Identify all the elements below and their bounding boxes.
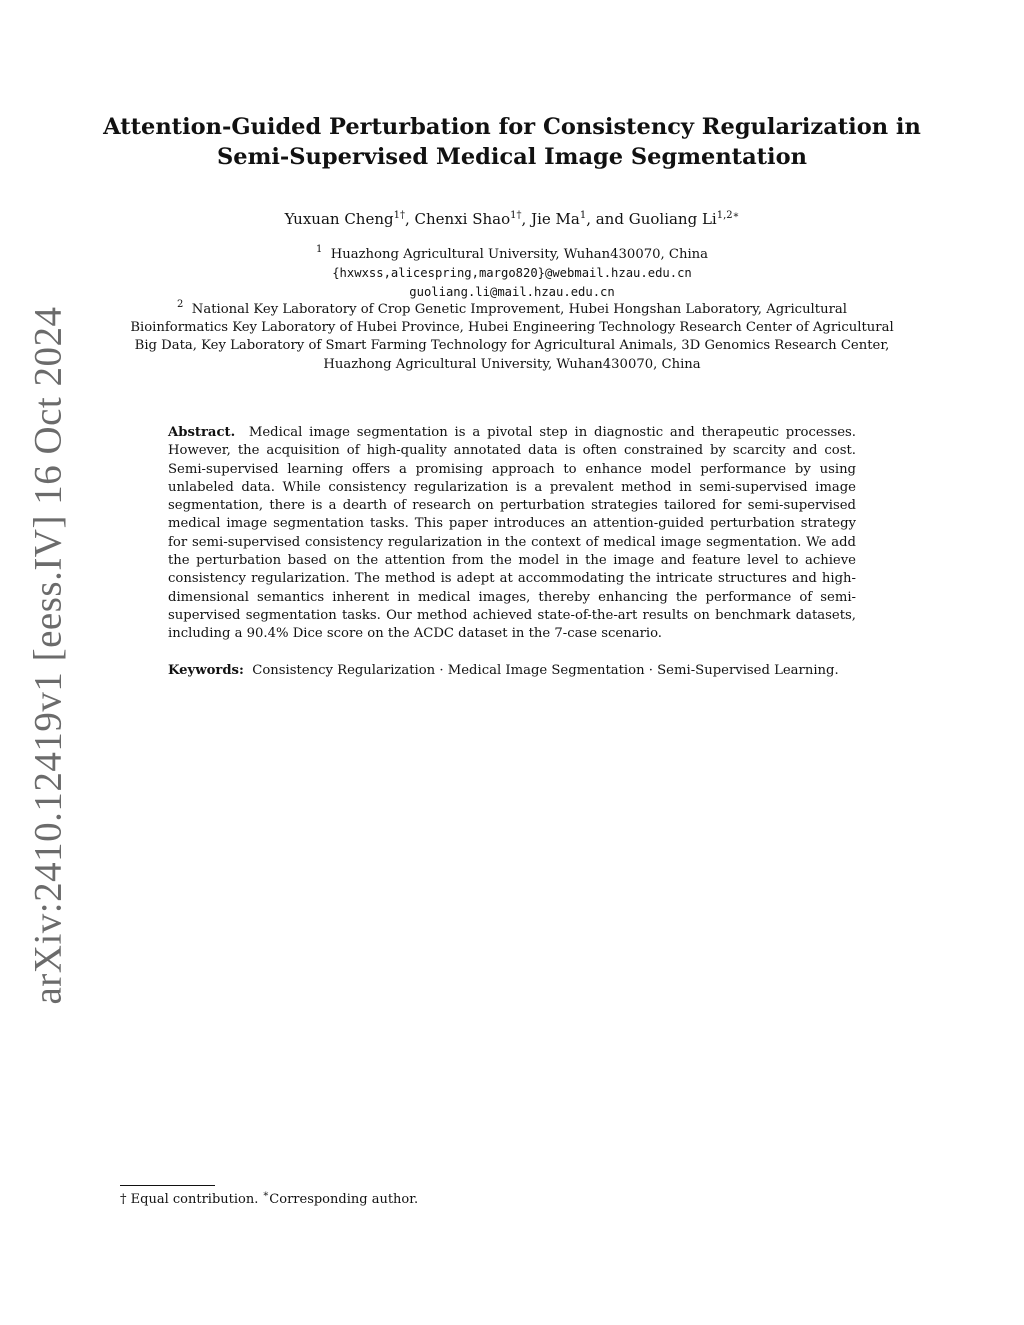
footnote-dagger: † — [120, 1192, 127, 1207]
affiliation-1-text: Huazhong Agricultural University, Wuhan430070, China — [330, 247, 709, 262]
arxiv-sidebar — [20, 305, 76, 1005]
affiliation-2-line-4: Huazhong Agricultural University, Wuhan430070, China — [323, 356, 701, 372]
author-list — [100, 208, 924, 230]
affiliation-1-email-corresponding: guoliang.li@mail.hzau.edu.cn — [409, 284, 615, 299]
author-separator: , — [404, 210, 415, 228]
footnote-corresponding-author: Corresponding author. — [269, 1192, 419, 1207]
author-name: Guoliang Li — [628, 210, 717, 228]
author-name: Jie Ma — [531, 210, 580, 228]
author-separator: , and — [586, 210, 629, 228]
affiliation-2-text-1: National Key Laboratory of Crop Genetic Improvement, Hubei Hongshan Laboratory, Agricultural — [191, 301, 847, 317]
affiliation-1 — [120, 246, 904, 264]
affiliation-2-line-1 — [120, 298, 904, 319]
affiliation-2-mark: 2 — [177, 298, 184, 310]
footnote-equal-contribution: Equal contribution. — [130, 1192, 259, 1207]
abstract-text: Medical image segmentation is a pivotal step in diagnostic and therapeutic processes. However, the acquisition of high-quality annotated data is often constrained by scarcity and cost. Semi-supervised learning offers a promising approach to enhance model performance by using unlabeled data. While consistency regularization is a prevalent method in semi-supervised image segmentation, there is a dearth of research on perturbation strategies tailored for semi-supervised medical image segmentation tasks. This paper introduces an attention-guided perturbation strategy for semi-supervised consistency regularization in the context of medical image segmentation. We add the perturbation based on the attention from the model in the image and feature level to achieve consistency regularization. The method is adept at accommodating the intricate structures and high-dimensional semantics inherent in medical images, thereby enhancing the performance of semi-supervised segmentation tasks. Our method achieved state-of-the-art results on benchmark datasets, including a 90.4% Dice score on the ACDC dataset in the 7-case scenario. — [168, 425, 856, 642]
keywords — [168, 662, 868, 680]
author-mark: 1† — [393, 210, 405, 221]
author-name: Yuxuan Cheng — [284, 210, 394, 228]
affiliation-2-line-3: Big Data, Key Laboratory of Smart Farming Technology for Agricultural Animals, 3D Genomics Research Center, — [134, 338, 890, 354]
paper-title-line-2: Semi-Supervised Medical Image Segmentation — [217, 144, 807, 170]
arxiv-identifier: arXiv:2410.12419v1 [eess.IV] 16 Oct 2024 — [26, 305, 70, 1005]
affiliation-1-mark: 1 — [315, 244, 323, 255]
author-mark: 1,2∗ — [716, 210, 740, 221]
author-mark: 1† — [510, 210, 522, 221]
abstract-label: Abstract. — [168, 425, 236, 440]
affiliation-2-line-2: Bioinformatics Key Laboratory of Hubei Province, Hubei Engineering Technology Research Center of Agricultural — [130, 320, 894, 336]
keywords-label: Keywords: — [168, 663, 244, 678]
paper-title-line-1: Attention-Guided Perturbation for Consistency Regularization in — [103, 114, 921, 140]
abstract — [168, 424, 856, 644]
author-name: Chenxi Shao — [414, 210, 511, 228]
affiliation-1-email-list: {hxwxss,alicespring,margo820}@webmail.hzau.edu.cn — [332, 266, 692, 281]
author-separator: , — [521, 210, 532, 228]
keywords-text: Consistency Regularization · Medical Image Segmentation · Semi-Supervised Learning. — [252, 663, 839, 678]
footnote-star: ∗ — [262, 1189, 270, 1200]
footnote-rule — [120, 1185, 215, 1186]
paper-title — [100, 112, 924, 172]
footnote — [120, 1191, 418, 1209]
author-mark: 1 — [579, 210, 587, 221]
affiliations — [120, 246, 904, 374]
